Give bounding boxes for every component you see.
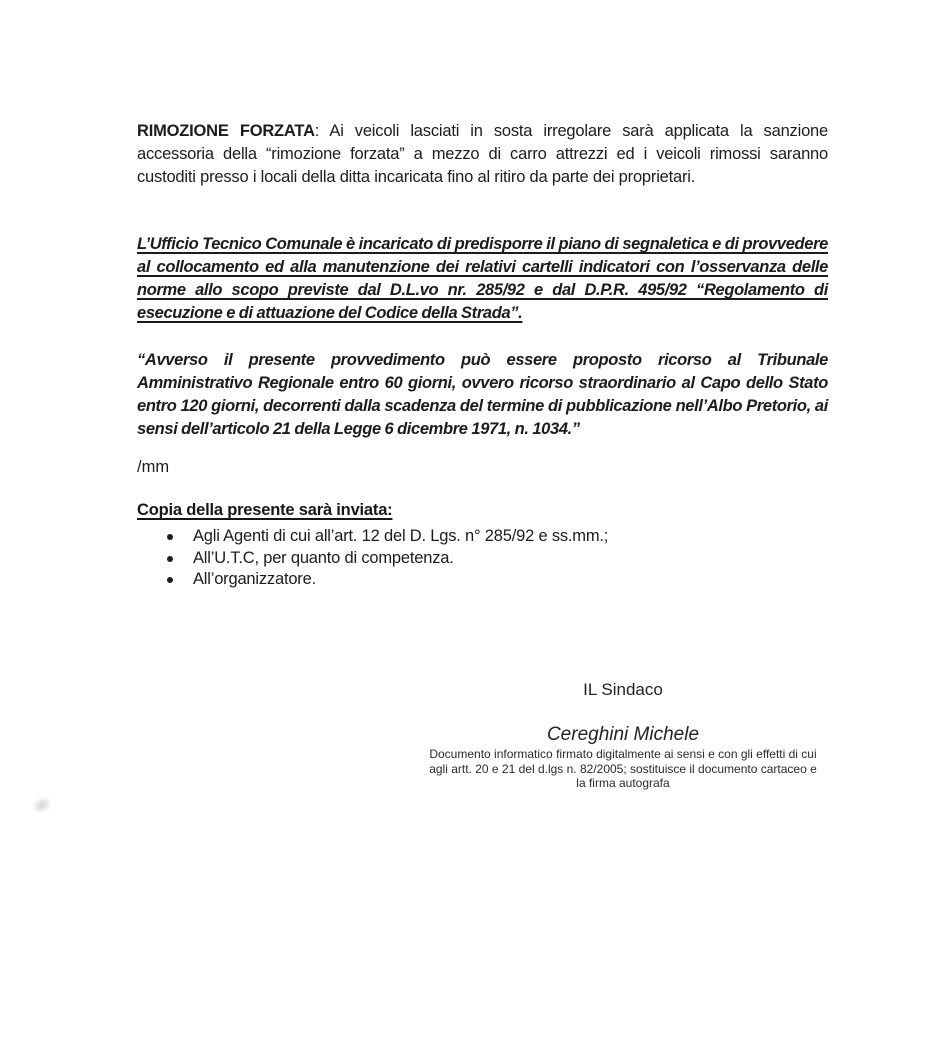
drafter-initials: /mm (137, 458, 170, 476)
list-item: Agli Agenti di cui all’art. 12 del D. Lgs. n° 285/92 e ss.mm.; (137, 526, 828, 548)
paragraph-ricorso-avverso: “Avverso il presente provvedimento può essere proposto ricorso al Tribunale Amministrativo Regionale entro 60 giorni, ovvero ricorso straordinario al Capo dello Stato entro 120 giorni, decorrenti dalla scadenza del termine di pubblicazione nell’Albo Pretorio, ai sensi dell’articolo 21 della Legge 6 dicembre 1971, n. 1034.” (137, 351, 828, 438)
copy-distribution-section (137, 501, 828, 591)
copy-distribution-heading: Copia della presente sarà inviata: (137, 501, 393, 519)
signature-name: Cereghini Michele (546, 724, 700, 745)
paragraph-rimozione-forzata (137, 120, 828, 189)
copy-distribution-list (137, 526, 828, 591)
paragraph-ufficio-tecnico-text: L’Ufficio Tecnico Comunale è incaricato di predisporre il piano di segnaletica e di provvedere al collocamento ed alla manutenzione dei relativi cartelli indicatori con l’osservanza delle norme allo scopo previste dal D.L.vo nr. 285/92 e dal D.P.R. 495/92 “Regolamento di esecuzione e di attuazione del Codice della Strada”. (137, 235, 828, 322)
list-item: All’U.T.C, per quanto di competenza. (137, 548, 828, 570)
paragraph-rimozione-forzata-label: RIMOZIONE FORZATA (137, 122, 315, 140)
digital-signature-disclaimer: Documento informatico firmato digitalmente ai sensi e con gli effetti di cui agli artt. 20 e 21 del d.lgs n. 82/2005; sostituisce il documento cartaceo e la firma autografa (429, 747, 817, 790)
paragraph-rimozione-forzata-text: : Ai veicoli lasciati in sosta irregolare sarà applicata la sanzione accessoria della “rimozione forzata” a mezzo di carro attrezzi ed i veicoli rimossi saranno custoditi presso i locali della ditta incaricata fino al ritiro da parte dei proprietari. (137, 122, 828, 186)
scan-smudge-artifact (30, 794, 55, 817)
list-item: All’organizzatore. (137, 569, 828, 591)
paragraph-ufficio-tecnico (137, 233, 828, 325)
signature-role: IL Sindaco (583, 680, 663, 699)
